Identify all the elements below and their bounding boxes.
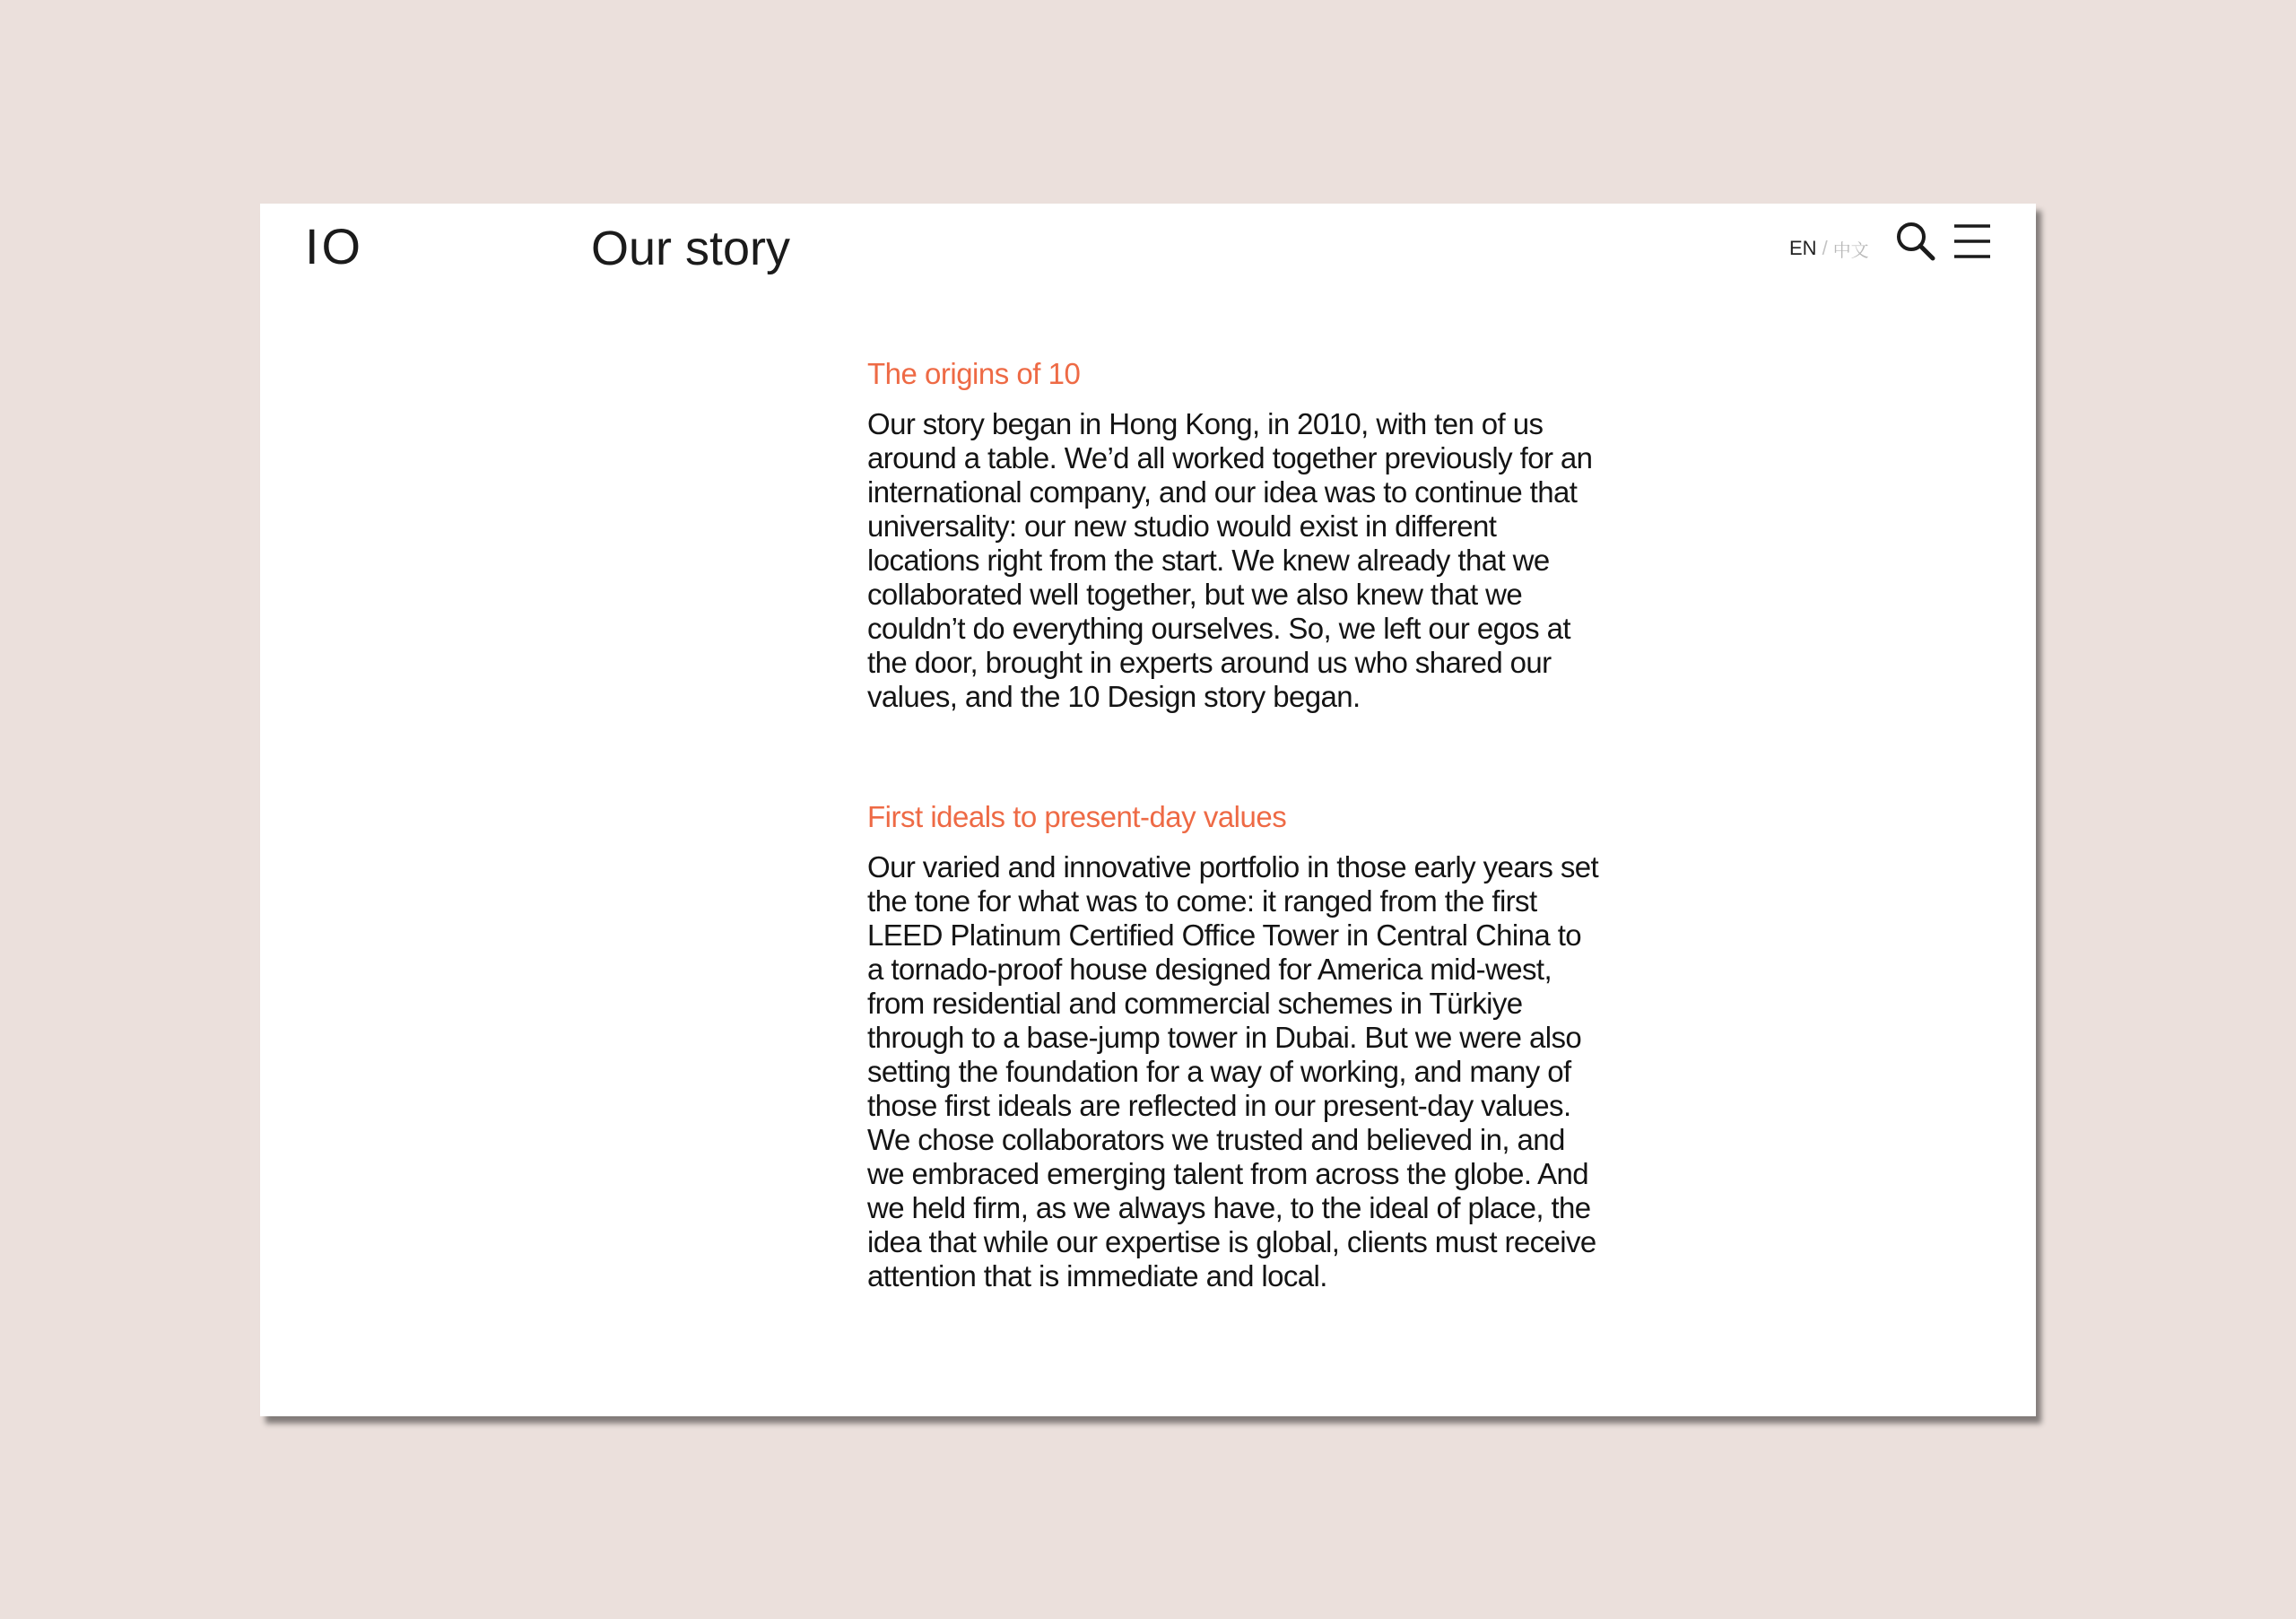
section-body: Our varied and innovative portfolio in those early years set the tone for what was to come: it ranged from the first LEED Platinum Certified Office Tower in Central China to a tornado-proof house designed for America mid-west, from residential and commercial schemes in Türkiye through to a base-jump tower in Dubai. But we were also setting the foundation for a way of working, and many of those first ideals are reflected in our present-day values. We chose collaborators we trusted and believed in, and we embraced emerging talent from across the globe. And we held firm, as we always have, to the ideal of place, the idea that while our expertise is global, clients must receive attention that is immediate and local. [867,850,1599,1293]
section-heading: First ideals to present-day values [867,800,1287,833]
search-icon [1894,220,1937,263]
language-switcher [1789,222,1869,275]
lang-zh-link[interactable]: 中文 [1832,239,1869,261]
menu-button[interactable] [1952,222,1992,261]
section-ideals [867,795,1603,1293]
hamburger-menu-icon [1952,222,1992,261]
story-content [867,352,1603,1293]
site-logo[interactable]: IO [305,218,364,274]
section-body: Our story began in Hong Kong, in 2010, with ten of us around a table. We’d all worked together previously for an international company, and our idea was to continue that universality: our new studio would exist in different locations right from the start. We knew already that we collaborated well together, but we also knew that we couldn’t do everything ourselves. So, we left our egos at the door, brought in experts around us who shared our values, and the 10 Design story began. [867,407,1593,713]
page-frame [260,204,2036,1416]
section-origins [867,352,1603,714]
page-title: Our story [591,222,791,275]
search-button[interactable] [1894,220,1937,263]
lang-en-link[interactable]: EN [1789,237,1817,259]
lang-separator: / [1822,237,1828,259]
section-heading: The origins of 10 [867,357,1081,390]
